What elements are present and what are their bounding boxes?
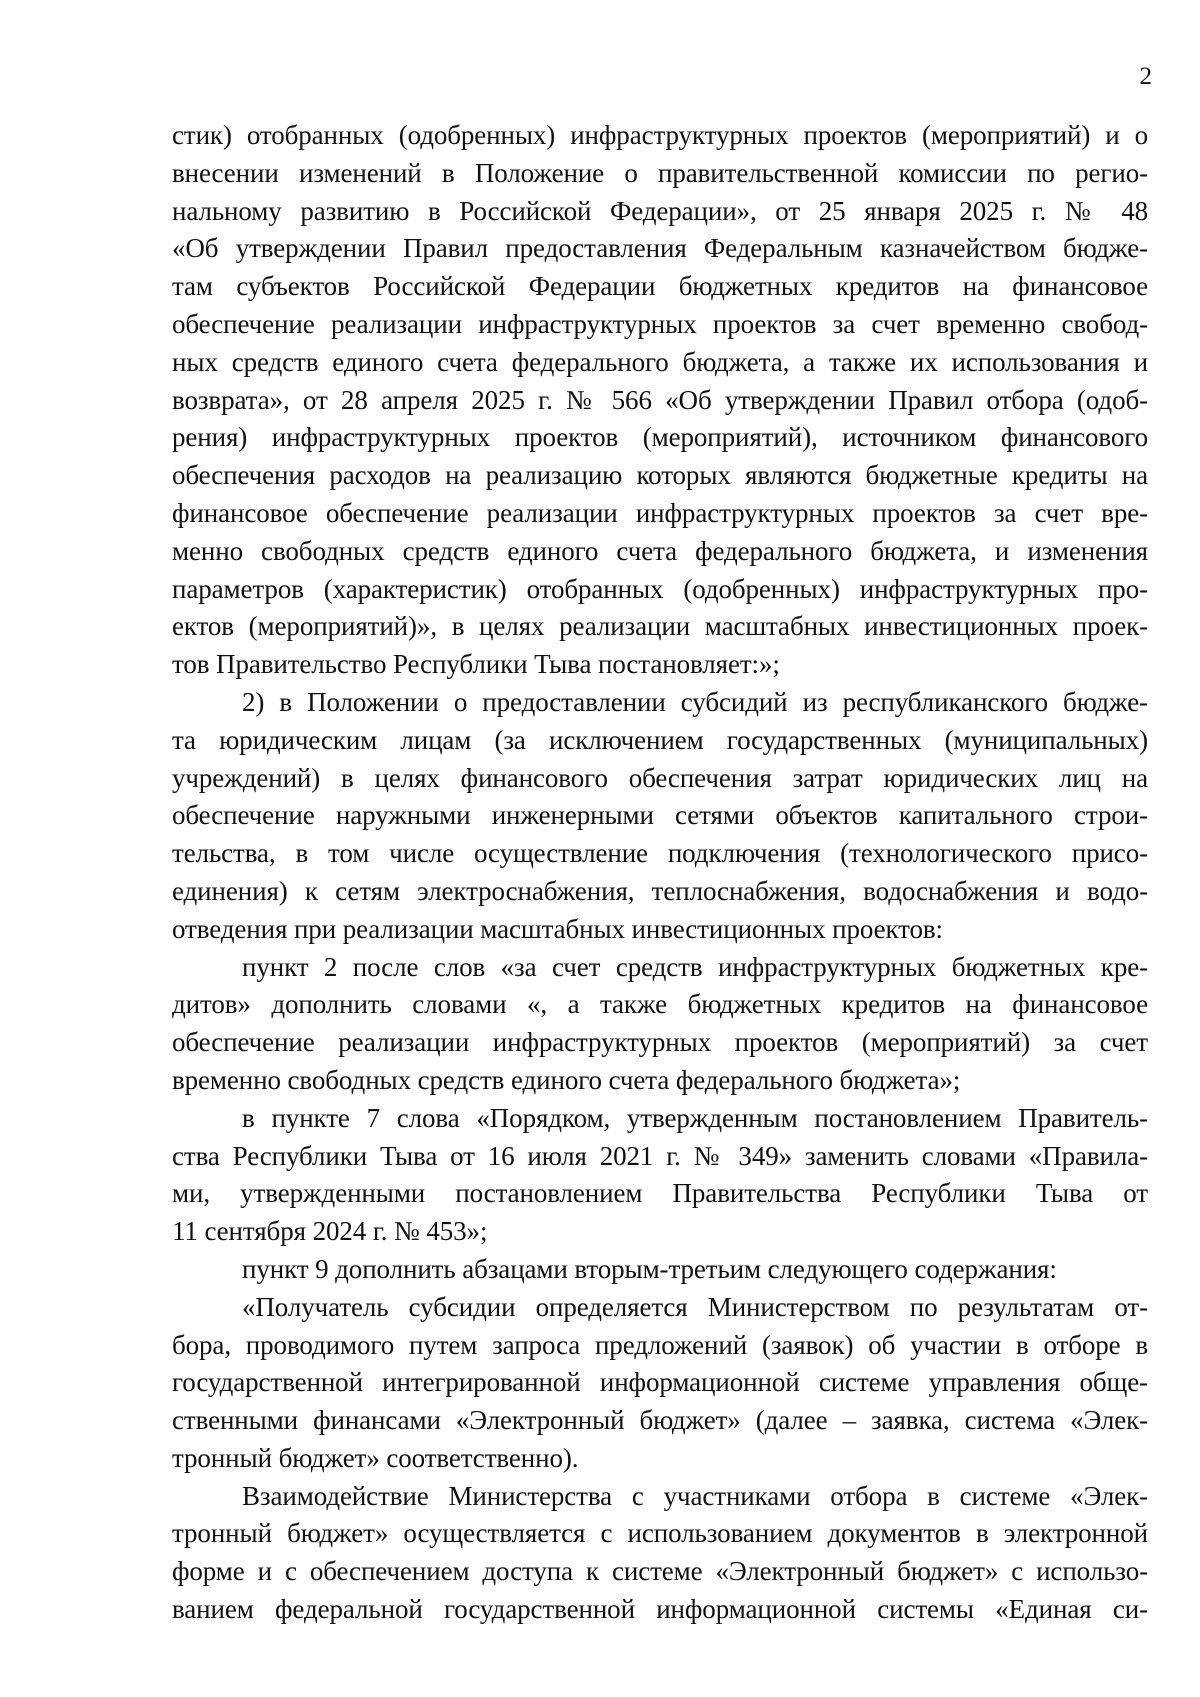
text-line: пункт 9 дополнить абзацами вторым-третьим следующего содержания: [242, 1253, 1057, 1284]
text-line: «Об утверждении Правил предоставления Федеральным казначейством бюдже- [172, 233, 1148, 264]
text-line: дитов» дополнить словами «, а также бюджетных кредитов на финансовое [172, 989, 1148, 1020]
text-line: тронный бюджет» осуществляется с использованием документов в электронной [172, 1518, 1148, 1549]
text-line: возврата», от 28 апреля 2025 г. № 566 «Об утверждении Правил отбора (одоб- [172, 384, 1148, 415]
text-line: учреждений) в целях финансового обеспечения затрат юридических лиц на [172, 762, 1148, 793]
text-line: нальному развитию в Российской Федерации», от 25 января 2025 г. № 48 [172, 195, 1148, 226]
paragraph [172, 1251, 1148, 1289]
text-line: 2) в Положении о предоставлении субсидий из республиканского бюдже- [242, 686, 1148, 717]
text-line: параметров (характеристик) отобранных (одобренных) инфраструктурных про- [172, 573, 1148, 604]
text-line: финансовое обеспечение реализации инфраструктурных проектов за счет вре- [172, 497, 1148, 528]
paragraph [172, 1478, 1148, 1629]
text-line: обеспечения расходов на реализацию которых являются бюджетные кредиты на [172, 460, 1148, 491]
text-line: обеспечение наружными инженерными сетями объектов капитального строи- [172, 800, 1148, 831]
text-line: тронный бюджет» соответственно). [172, 1442, 579, 1473]
text-line: ванием федеральной государственной информационной системы «Единая си- [172, 1594, 1148, 1625]
text-line: ства Республики Тыва от 16 июля 2021 г. № 349» заменить словами «Правила- [172, 1140, 1148, 1171]
text-line: 11 сентября 2024 г. № 453»; [172, 1216, 488, 1247]
paragraph [172, 1100, 1148, 1251]
text-line: обеспечение реализации инфраструктурных проектов (мероприятий) за счет [172, 1027, 1148, 1058]
paragraph [172, 684, 1148, 949]
text-line: ектов (мероприятий)», в целях реализации масштабных инвестиционных проек- [172, 611, 1148, 642]
text-line: менно свободных средств единого счета федерального бюджета, и изменения [172, 535, 1148, 566]
text-line: ми, утвержденными постановлением Правительства Республики Тыва от [172, 1178, 1148, 1209]
paragraph [172, 949, 1148, 1100]
text-line: стик) отобранных (одобренных) инфраструктурных проектов (мероприятий) и о [172, 120, 1148, 150]
text-line: «Получатель субсидии определяется Министерством по результатам от- [242, 1291, 1148, 1322]
paragraph [172, 117, 1148, 684]
text-line: в пункте 7 слова «Порядком, утвержденным постановлением Правитель- [242, 1102, 1148, 1133]
text-line: тов Правительство Республики Тыва постановляет:»; [172, 649, 780, 680]
text-line: тельства, в том числе осуществление подключения (технологического присо- [172, 838, 1148, 869]
text-line: государственной интегрированной информационной системе управления обще- [172, 1367, 1148, 1398]
text-line: Взаимодействие Министерства с участниками отбора в системе «Элек- [242, 1480, 1148, 1511]
text-line: та юридическим лицам (за исключением государственных (муниципальных) [172, 724, 1148, 755]
text-line: рения) инфраструктурных проектов (мероприятий), источником финансового [172, 422, 1148, 453]
text-line: форме и с обеспечением доступа к системе «Электронный бюджет» с использо- [172, 1556, 1148, 1587]
text-line: пункт 2 после слов «за счет средств инфраструктурных бюджетных кре- [242, 951, 1148, 982]
text-line: там субъектов Российской Федерации бюджетных кредитов на финансовое [172, 271, 1148, 302]
text-line: бора, проводимого путем запроса предложений (заявок) об участии в отборе в [172, 1329, 1148, 1360]
text-line: ственными финансами «Электронный бюджет» (далее – заявка, система «Элек- [172, 1405, 1148, 1436]
text-line: отведения при реализации масштабных инвестиционных проектов: [172, 913, 943, 944]
text-line: внесении изменений в Положение о правительственной комиссии по регио- [172, 157, 1148, 188]
document-body [172, 117, 1148, 1629]
text-line: единения) к сетям электроснабжения, теплоснабжения, водоснабжения и водо- [172, 875, 1148, 906]
page-number: 2 [1139, 63, 1152, 90]
text-line: ных средств единого счета федерального бюджета, а также их использования и [172, 346, 1148, 377]
text-line: временно свободных средств единого счета федерального бюджета»; [172, 1064, 961, 1095]
text-line: обеспечение реализации инфраструктурных проектов за счет временно свобод- [172, 308, 1148, 339]
paragraph [172, 1289, 1148, 1478]
